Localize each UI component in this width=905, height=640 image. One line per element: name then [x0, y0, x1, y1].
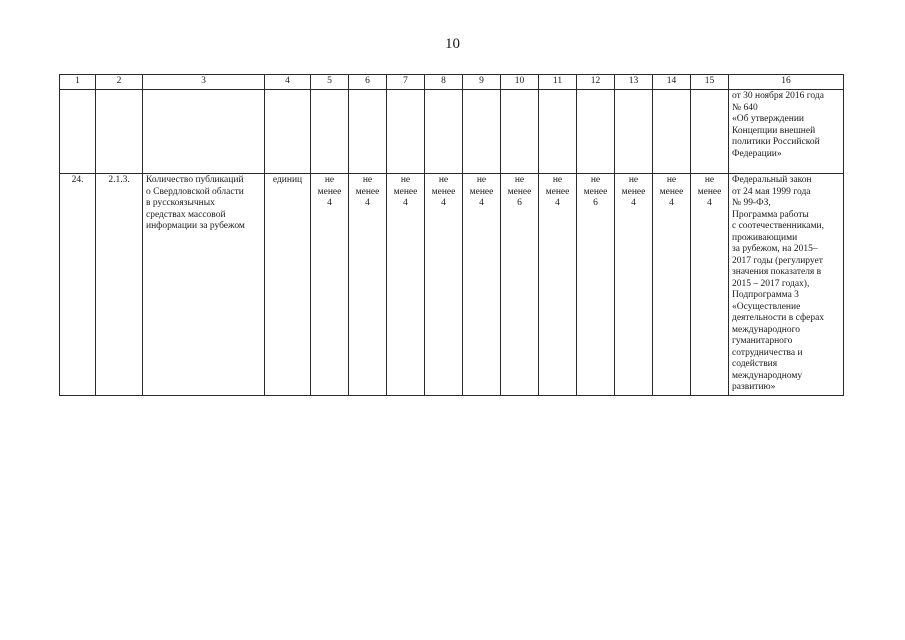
value-cell-col13 — [615, 174, 653, 396]
value-cell-col9 — [463, 174, 501, 396]
value-prefix: менее — [507, 186, 532, 197]
header-cell-13: 13 — [615, 75, 653, 90]
legal-basis-line: № 99-ФЗ, — [732, 198, 771, 208]
header-cell-5: 5 — [311, 75, 349, 90]
legal-basis-line: с соотечественниками, — [732, 221, 824, 231]
legal-basis-line: Программа работы — [732, 209, 809, 220]
value-number: 4 — [669, 198, 674, 208]
indicator-name-line: Количество публикаций — [146, 175, 244, 185]
row-code: 2.1.3. — [96, 174, 143, 396]
value-number: 4 — [555, 198, 560, 208]
empty-cell — [60, 90, 96, 174]
value-prefix: не — [438, 175, 449, 185]
header-cell-1: 1 — [60, 75, 96, 90]
value-prefix: не — [362, 175, 373, 185]
value-prefix: менее — [393, 186, 418, 197]
value-cell-col11 — [539, 174, 577, 396]
row-number: 24. — [60, 174, 96, 396]
legal-basis-line: Подпрограмма 3 — [732, 290, 799, 300]
value-number: 4 — [707, 198, 712, 208]
value-prefix: менее — [355, 186, 380, 197]
value-number: 6 — [517, 198, 522, 208]
value-prefix: менее — [431, 186, 456, 197]
empty-cell — [311, 90, 349, 174]
table-row-continuation — [60, 90, 844, 174]
header-cell-8: 8 — [425, 75, 463, 90]
value-number: 4 — [631, 198, 636, 208]
value-number: 4 — [327, 198, 332, 208]
empty-cell — [96, 90, 143, 174]
value-cell-col8 — [425, 174, 463, 396]
legal-basis-line: «Осуществление — [732, 301, 801, 312]
legal-basis-line: Федеральный закон — [732, 175, 812, 185]
legal-basis-line: № 640 — [732, 102, 758, 113]
value-cell-col5 — [311, 174, 349, 396]
empty-cell — [425, 90, 463, 174]
legal-basis-line: значения показателя в — [732, 267, 822, 277]
empty-cell — [387, 90, 425, 174]
indicators-table — [59, 74, 844, 396]
value-prefix: менее — [583, 186, 608, 197]
header-cell-15: 15 — [691, 75, 729, 90]
unit-cell: единиц — [265, 174, 311, 396]
legal-basis-line: международному — [732, 370, 803, 381]
value-number: 4 — [365, 198, 370, 208]
header-cell-11: 11 — [539, 75, 577, 90]
value-prefix: не — [324, 175, 335, 185]
legal-basis-line: международного — [732, 324, 800, 335]
indicator-name-line: в русскоязычных — [146, 198, 215, 208]
legal-basis-cell — [729, 174, 844, 396]
value-prefix: менее — [697, 186, 722, 197]
empty-cell — [691, 90, 729, 174]
legal-basis-line: 2017 годы (регулирует — [732, 255, 823, 266]
indicator-name-line: информации за рубежом — [146, 221, 245, 231]
header-cell-10: 10 — [501, 75, 539, 90]
header-cell-14: 14 — [653, 75, 691, 90]
value-number: 4 — [403, 198, 408, 208]
legal-basis-line: содействия — [732, 359, 778, 369]
legal-basis-line: Федерации» — [732, 148, 782, 159]
header-cell-3: 3 — [143, 75, 265, 90]
value-cell-col15 — [691, 174, 729, 396]
empty-cell — [265, 90, 311, 174]
legal-basis-line: от 30 ноября 2016 года — [732, 91, 824, 101]
empty-cell — [143, 90, 265, 174]
empty-cell — [615, 90, 653, 174]
value-prefix: не — [590, 175, 601, 185]
value-number: 6 — [593, 198, 598, 208]
table-header-row — [60, 75, 844, 90]
value-prefix: менее — [621, 186, 646, 197]
page-number: 10 — [445, 36, 460, 52]
legal-basis-line: Концепции внешней — [732, 125, 816, 136]
value-prefix: менее — [545, 186, 570, 197]
legal-basis-line: сотрудничества и — [732, 347, 803, 358]
value-cell-col12 — [577, 174, 615, 396]
empty-cell — [653, 90, 691, 174]
value-prefix: менее — [317, 186, 342, 197]
legal-basis-line: за рубежом, на 2015– — [732, 244, 818, 254]
legal-basis-line: деятельности в сферах — [732, 313, 825, 323]
value-prefix: не — [476, 175, 487, 185]
legal-basis-cell — [729, 90, 844, 174]
value-prefix: не — [704, 175, 715, 185]
header-cell-16: 16 — [729, 75, 844, 90]
value-number: 4 — [441, 198, 446, 208]
value-number: 4 — [479, 198, 484, 208]
legal-basis-line: от 24 мая 1999 года — [732, 186, 811, 197]
value-cell-col6 — [349, 174, 387, 396]
value-prefix: не — [514, 175, 525, 185]
legal-basis-line: 2015 – 2017 годах), — [732, 278, 810, 289]
header-cell-12: 12 — [577, 75, 615, 90]
header-cell-7: 7 — [387, 75, 425, 90]
empty-cell — [539, 90, 577, 174]
header-cell-2: 2 — [96, 75, 143, 90]
value-prefix: не — [400, 175, 411, 185]
value-prefix: не — [628, 175, 639, 185]
legal-basis-line: проживающими — [732, 232, 798, 243]
table-row-24 — [60, 174, 844, 396]
legal-basis-line: политики Российской — [732, 137, 820, 147]
legal-basis-line: «Об утверждении — [732, 114, 804, 124]
value-prefix: не — [666, 175, 677, 185]
header-cell-9: 9 — [463, 75, 501, 90]
value-cell-col14 — [653, 174, 691, 396]
empty-cell — [577, 90, 615, 174]
value-prefix: менее — [469, 186, 494, 197]
value-cell-col10 — [501, 174, 539, 396]
value-prefix: менее — [659, 186, 684, 197]
indicator-name — [143, 174, 265, 396]
empty-cell — [349, 90, 387, 174]
header-cell-4: 4 — [265, 75, 311, 90]
empty-cell — [501, 90, 539, 174]
legal-basis-line: развитию» — [732, 382, 776, 392]
legal-basis-line: гуманитарного — [732, 336, 793, 346]
indicator-name-line: о Свердловской области — [146, 186, 244, 197]
header-cell-6: 6 — [349, 75, 387, 90]
empty-cell — [463, 90, 501, 174]
value-cell-col7 — [387, 174, 425, 396]
value-prefix: не — [552, 175, 563, 185]
indicator-name-line: средствах массовой — [146, 209, 226, 220]
